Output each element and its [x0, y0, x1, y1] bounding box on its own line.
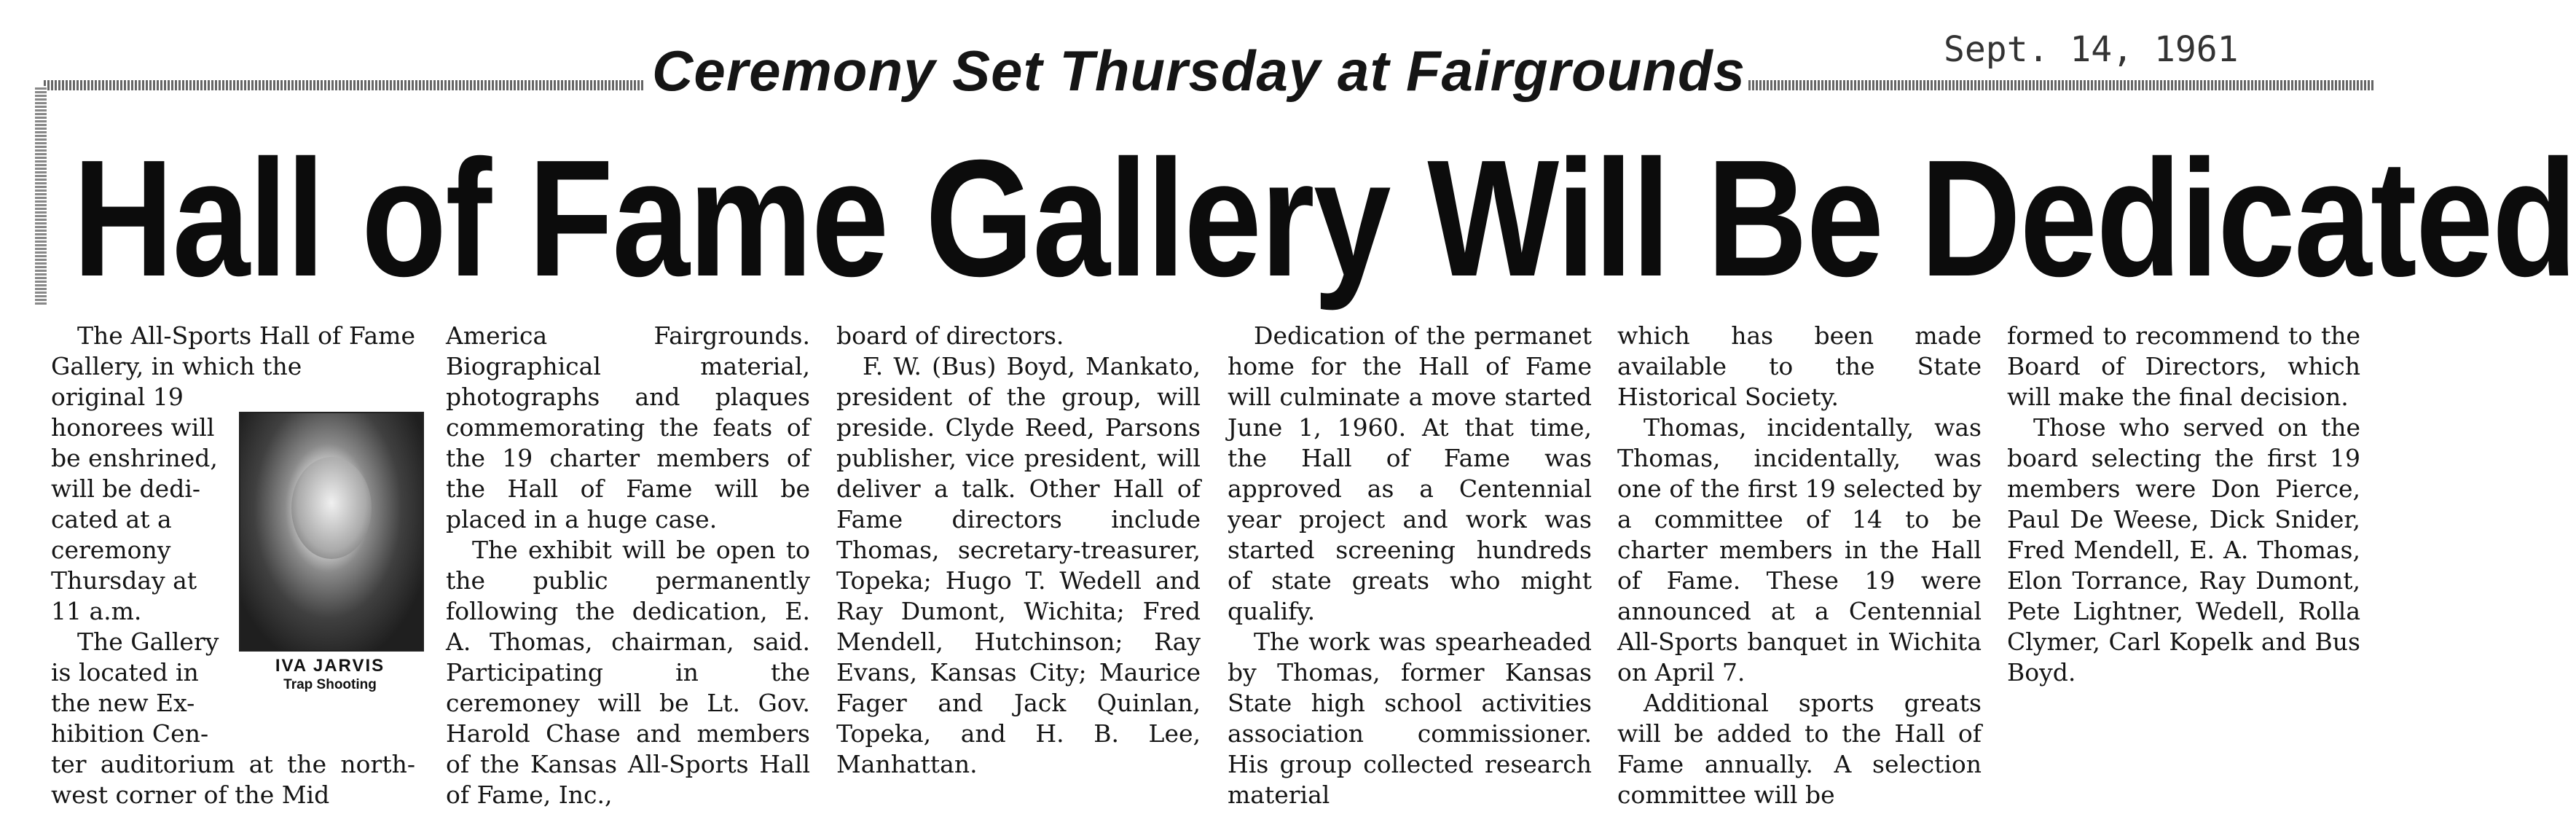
wrap-line: 11 a.m.	[51, 597, 142, 625]
publication-date: Sept. 14, 1961	[1944, 29, 2239, 70]
paragraph: F. W. (Bus) Boyd, Mankato, president of the group, will preside. Clyde Reed, Parsons publisher, vice president, will deliver a talk. Other Hall of Fame directors include Thomas, secretary-treasurer, Topeka; Hugo T. Wedell and Ray Dumont, Wichita; Fred Mendell, Hutchinson; Ray Evans, Kansas City; Maurice Fager and Jack Quinlan, Topeka, and H. B. Lee, Manhattan.	[836, 352, 1201, 778]
wrap-line: Thursday at	[51, 566, 197, 595]
paragraph: Thomas, incidentally, was Thomas, incidentally, was one of the first 19 selected by a committee of 14 to be charter members in the Hall of Fame. These 19 were announced at a Centennial All-Sports banquet in Wichita on April 7.	[1617, 413, 1982, 687]
paragraph: The work was spearheaded by Thomas, former Kansas State high school activities association commissioner. His group collected research material	[1228, 627, 1592, 809]
paragraph: Additional sports greats will be added to the Hall of Fame annually. A selection committee will be	[1617, 689, 1982, 809]
kicker-rule-left	[44, 80, 645, 90]
article-column-2	[446, 321, 810, 816]
paragraph: Dedication of the permanet home for the Hall of Fame will culminate a move started June 1, 1960. At that time, the Hall of Fame was approved as a Centennial year project and work was started screening hundreds of state greats who might qualify.	[1228, 321, 1592, 625]
article-column-6	[2007, 321, 2360, 816]
wrap-line: ceremony	[51, 536, 171, 564]
kicker-headline: Ceremony Set Thursday at Fairgrounds	[652, 39, 1746, 103]
wrap-line: cated at a	[51, 505, 172, 533]
column-1-tail: ter auditorium at the north-west corner of the Mid	[51, 750, 415, 809]
main-headline: Hall of Fame Gallery Will Be Dedicated	[73, 126, 2576, 311]
article-column-5	[1617, 321, 1982, 816]
kicker-rule-right	[1748, 80, 2373, 90]
wrap-line: will be dedi-	[51, 474, 201, 503]
column-1-wrap	[51, 382, 232, 749]
paragraph: Those who served on the board selecting the first 19 members were Don Pierce, Paul De Weese, Dick Snider, Fred Mendell, E. A. Thomas, Elon Torrance, Ray Dumont, Pete Lightner, Wedell, Rolla Clymer, Carl Kopelk and Bus Boyd.	[2007, 413, 2360, 687]
wrap-line: the new Ex-	[51, 689, 195, 717]
wrap-line: be enshrined,	[51, 444, 218, 472]
paragraph: board of directors.	[836, 321, 1064, 350]
portrait-photo	[239, 412, 424, 652]
portrait-face	[291, 457, 372, 559]
paragraph: formed to recommend to the Board of Directors, which will make the final decision.	[2007, 321, 2360, 411]
photo-caption-name: IVA JARVIS	[275, 656, 385, 676]
paragraph: America Fairgrounds. Biographical material, photographs and plaques commemorating the feats of the 19 charter members of the Hall of Fame will be placed in a huge case.	[446, 321, 810, 533]
column-1-lead: The All-Sports Hall of Fame Gallery, in which the	[51, 321, 415, 380]
article-column-3	[836, 321, 1201, 816]
left-rule	[35, 86, 47, 305]
wrap-line: hibition Cen-	[51, 719, 209, 748]
paragraph: The exhibit will be open to the public permanently following the dedication, E. A. Thomas, chairman, said. Participating in the ceremoney will be Lt. Gov. Harold Chase and members of the Kansas All-Sports Hall of Fame, Inc.,	[446, 536, 810, 809]
article-column-4	[1228, 321, 1592, 816]
wrap-line: original 19	[51, 383, 184, 411]
paragraph: which has been made available to the State Historical Society.	[1617, 321, 1982, 411]
wrap-line: is located in	[51, 658, 199, 687]
wrap-line: The Gallery	[77, 627, 219, 656]
photo-caption	[239, 656, 421, 694]
wrap-line: honorees will	[51, 413, 215, 442]
photo-caption-sport: Trap Shooting	[283, 677, 377, 692]
